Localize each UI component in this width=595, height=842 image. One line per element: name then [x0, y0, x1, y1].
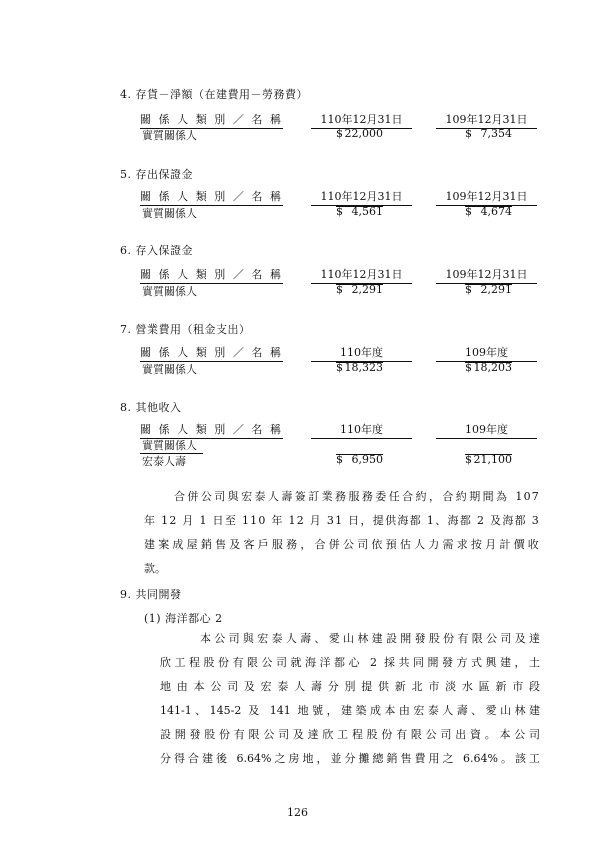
- column-header-category: 關係人類別／名稱: [140, 111, 283, 129]
- column-header-current: 110年12月31日: [311, 111, 412, 129]
- row-label: 實質關係人: [142, 363, 197, 376]
- column-header-prior: 109年度: [436, 421, 537, 439]
- table-header: [140, 111, 540, 125]
- current-value: $ 18,323: [336, 361, 383, 374]
- table-row: [140, 361, 540, 375]
- table-header: [140, 188, 540, 202]
- table-row: [140, 453, 540, 467]
- prior-value: $ 4,674: [465, 205, 512, 218]
- page-number: 126: [287, 806, 308, 819]
- paragraph-line: 建案成屋銷售及客戶服務，合併公司依預估人力需求按月計價收: [144, 538, 540, 551]
- table-subheader-row: [140, 437, 540, 451]
- column-header-category: 關係人類別／名稱: [140, 188, 283, 206]
- paragraph-line: 合併公司與宏泰人壽簽訂業務服務委任合約，合約期間為 107: [174, 490, 540, 503]
- paragraph-line: 款。: [144, 562, 166, 575]
- related-party-subheader: 實質關係人: [140, 437, 203, 454]
- table-row: [140, 283, 540, 297]
- section-title-inventory: 4. 存貨－淨額（在建費用－勞務費）: [120, 88, 308, 101]
- paragraph-line: 分得合建後 6.64%之房地，並分攤總銷售費用之 6.64%。該工: [160, 752, 540, 765]
- prior-value: $ 2,291: [465, 283, 512, 296]
- service-contract-paragraph: [144, 485, 540, 581]
- prior-value: $ 18,203: [465, 361, 512, 374]
- paragraph-line: 本公司與宏泰人壽、愛山林建設開發股份有限公司及達: [200, 632, 540, 645]
- prior-value: $ 21,100: [465, 453, 512, 466]
- section-title-other-income: 8. 其他收入: [120, 401, 182, 414]
- paragraph-line: 欣工程股份有限公司就海洋都心 2 採共同開發方式興建，土: [160, 656, 540, 669]
- table-row: [140, 205, 540, 219]
- row-label: 實質關係人: [142, 285, 197, 298]
- table-header: [140, 266, 540, 280]
- paragraph-line: 設開發股份有限公司及達欣工程股份有限公司出資。本公司: [160, 728, 540, 741]
- row-label: 實質關係人: [142, 207, 197, 220]
- section-title-joint-development: 9. 共同開發: [120, 588, 182, 601]
- table-header: [140, 421, 540, 435]
- row-label: 宏泰人壽: [142, 455, 186, 468]
- column-header-category: 關係人類別／名稱: [140, 266, 283, 284]
- subsection-title: (1) 海洋都心 2: [144, 612, 223, 625]
- current-value: $ 4,561: [336, 205, 383, 218]
- column-header-prior: 109年度: [436, 344, 537, 362]
- column-header-category: 關係人類別／名稱: [140, 421, 283, 439]
- column-header-category: 關係人類別／名稱: [140, 344, 283, 362]
- section-title-deposits-received: 6. 存入保證金: [120, 244, 193, 257]
- column-header-prior: 109年12月31日: [436, 188, 537, 206]
- table-row: [140, 127, 540, 141]
- section-title-operating-expenses: 7. 營業費用（租金支出）: [120, 323, 251, 336]
- column-header-current: 110年度: [311, 344, 412, 362]
- column-header-current: 110年度: [311, 421, 412, 439]
- section-title-refundable-deposits-paid: 5. 存出保證金: [120, 168, 193, 181]
- prior-value: $ 7,354: [465, 127, 512, 140]
- current-value: $ 6,950: [336, 453, 383, 466]
- current-value: $ 2,291: [336, 283, 383, 296]
- joint-development-paragraph: [160, 627, 540, 771]
- paragraph-line: 地由本公司及宏泰人壽分別提供新北市淡水區新市段: [160, 680, 540, 693]
- paragraph-line: 年 12 月 1 日至 110 年 12 月 31 日，提供海都 1、海都 2 及海都 3: [144, 514, 540, 527]
- column-header-current: 110年12月31日: [311, 188, 412, 206]
- column-header-prior: 109年12月31日: [436, 111, 537, 129]
- paragraph-line: 141-1、145-2 及 141 地號，建築成本由宏泰人壽、愛山林建: [160, 704, 540, 717]
- table-header: [140, 344, 540, 358]
- row-label: 實質關係人: [142, 129, 197, 142]
- column-header-prior: 109年12月31日: [436, 266, 537, 284]
- current-value: $ 22,000: [336, 127, 383, 140]
- column-header-current: 110年12月31日: [311, 266, 412, 284]
